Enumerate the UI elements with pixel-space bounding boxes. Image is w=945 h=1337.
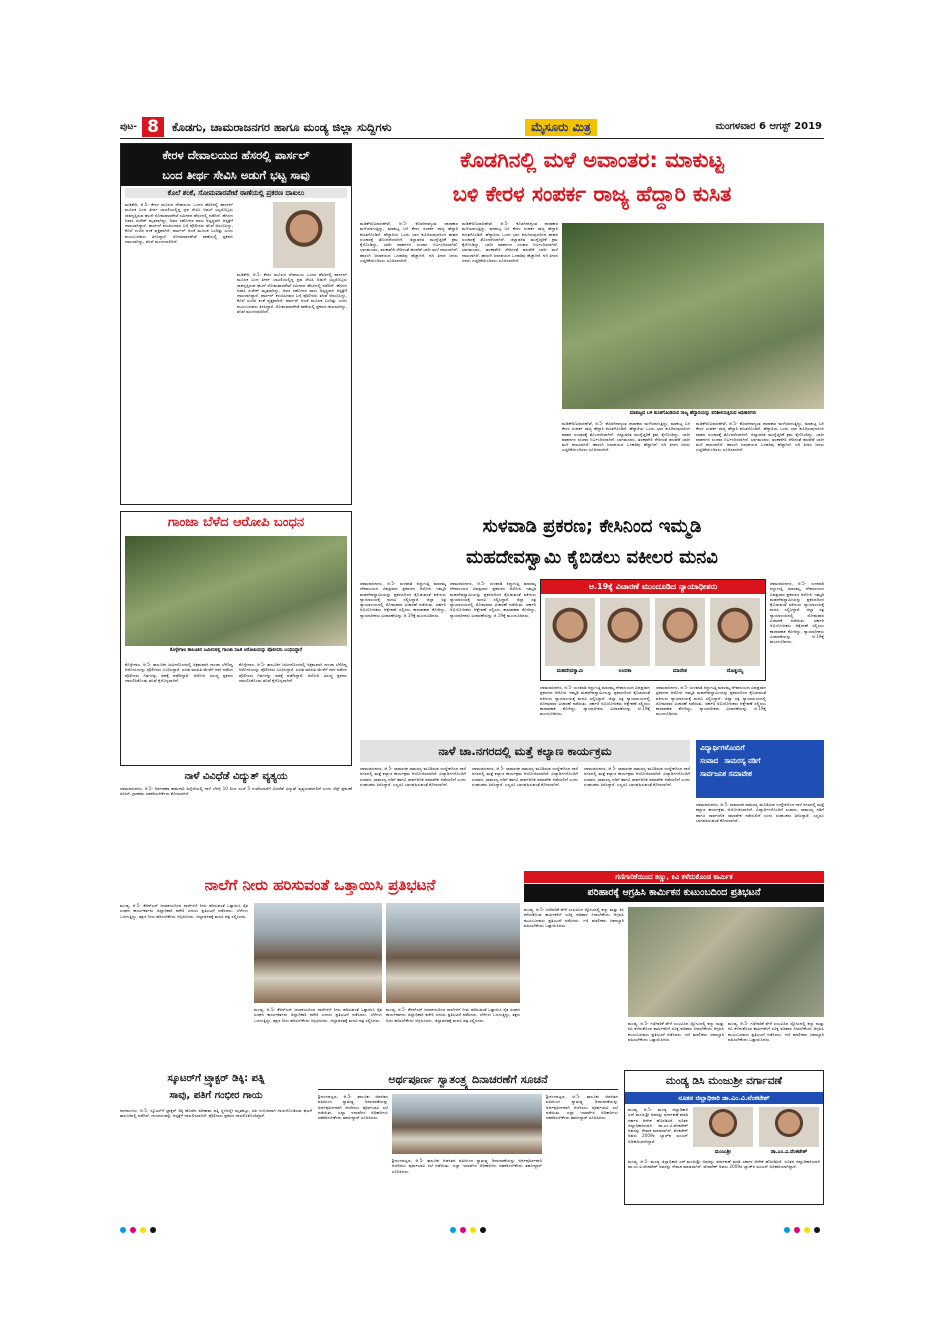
body-col-1: ಚಾಮರಾಜನಗರ, ಆ.5- ಸಾಮಾಜಿಕ ಸಾಮರಸ್ಯ ಮೂಡಿಸುವ ಉದ್ದೇಶದಿಂದ ನಾಳೆ ನಗರದಲ್ಲಿ ಮತ್ತೆ ಕಲ್ಯಾಣ ಕಾರ್ಯಕ್ರಮ ಆಯೋಜಿಸಲಾಗಿದೆ. ವಿದ್ಯಾರ್ಥಿಗಳೊಂದಿಗೆ ಸಂವಾದ, ಸಾಮರಸ್ಯ ನಡಿಗೆ ಹಾಗೂ ಸಾರ್ವಜನಿಕ ಸಮಾವೇಶ ನಡೆಯಲಿದೆ ಎಂದು ಸಂಘಟಕರು ತಿಳಿಸಿದ್ದಾರೆ. ಎಲ್ಲರೂ ಭಾಗವಹಿಸುವಂತೆ ಕೋರಲಾಗಿದೆ. bbox=[360, 766, 466, 787]
body-col-3: ಮಡಿಕೇರಿ/ವಿರಾಜಪೇಟೆ, ಆ.5- ಕೊಡಗಿನಾದ್ಯಂತ ಧಾರಾಕಾರ ಮಳೆಯಾಗುತ್ತಿದ್ದು, ಮಾಕುಟ್ಟ ಬಳಿ ಕೇರಳ ಸಂಪರ್ಕ ರಾಜ್ಯ ಹೆದ್ದಾರಿ ಕುಸಿತಗೊಂಡಿದೆ. ಹೆದ್ದಾರಿಯ ಒಂದು ಭಾಗ ಕುಸಿದಿರುವುದರಿಂದ ವಾಹನ ಸಂಚಾರಕ್ಕೆ ತೊಂದರೆಯಾಗಿದೆ. ಜಿಲ್ಲಾಡಳಿತ ಮುನ್ನೆಚ್ಚರಿಕೆ ಕ್ರಮ ಕೈಗೊಂಡಿದ್ದು, ಭಾರೀ ವಾಹನಗಳ ಸಂಚಾರ ನಿರ್ಬಂಧಿಸಲಾಗಿದೆ. ಭಾಗಮಂಡಲ, ತಲಕಾವೇರಿ ಸೇರಿದಂತೆ ಹಲವೆಡೆ ಭಾರೀ ಮಳೆ ದಾಖಲಾಗಿದೆ. ಹಾರಂಗಿ ಜಲಾಶಯದ ಒಳಹರಿವು ಹೆಚ್ಚಾಗಿದೆ. ನದಿ ತೀರದ ಜನರು ಎಚ್ಚರಿಕೆಯಿಂದಿರಲು ಸೂಚಿಸಲಾಗಿದೆ. bbox=[562, 421, 690, 453]
headline-line-2: ಬಳಿ ಕೇರಳ ಸಂಪರ್ಕ ರಾಜ್ಯ ಹೆದ್ದಾರಿ ಕುಸಿತ bbox=[452, 182, 732, 206]
body: ನಾಗಮಂಗಲ, ಆ.5- ಸ್ಕೂಟರ್‌ಗೆ ಟ್ರ್ಯಾಕ್ಟರ್ ಡಿಕ್ಕಿ ಹೊಡೆದ ಪರಿಣಾಮ ಪತ್ನಿ ಸ್ಥಳದಲ್ಲೇ ಮೃತಪಟ್ಟು, ಪತಿ ಗಂಭೀರವಾಗಿ ಗಾಯಗೊಂಡಿರುವ ಘಟನೆ ತಾಲೂಕಿನಲ್ಲಿ ನಡೆದಿದೆ. ಗಾಯಾಳುವನ್ನು ಆಸ್ಪತ್ರೆಗೆ ದಾಖಲಿಸಲಾಗಿದೆ. ಪೊಲೀಸರು ಪ್ರಕರಣ ದಾಖಲಿಸಿಕೊಂಡಿದ್ದಾರೆ. bbox=[120, 1108, 312, 1119]
badge-item-3: ಸಾಮರಸ್ಯ ನಡಿಗೆ bbox=[724, 757, 761, 765]
kicker: ಗಣಿಗಾರಿಕೆಯಿಂದ ಕಣ್ಣು, ಕಿವಿ ಕಳೆದುಕೊಂಡ ಕಾರ್ಮಿಕ bbox=[524, 871, 824, 883]
registration-mark-center bbox=[450, 1218, 490, 1237]
body-col-3: ಶ್ರೀರಂಗಪಟ್ಟಣ, ಆ.5- ತಾಲೂಕು ಆಡಳಿತದ ವತಿಯಿಂದ ಸ್ವಾತಂತ್ರ್ಯ ದಿನಾಚರಣೆಯನ್ನು ಅರ್ಥಪೂರ್ಣವಾಗಿ ಆಚರಿಸಲು ಪೂರ್ವಭಾವಿ ಸಭೆ ನಡೆಯಿತು. ಎಲ್ಲಾ ಇಲಾಖೆಗಳ ಅಧಿಕಾರಿಗಳು ಸಹಕರಿಸಬೇಕೆಂದು ತಹಸೀಲ್ದಾರ್ ಸೂಚಿಸಿದರು. bbox=[546, 1094, 618, 1121]
meeting-photo bbox=[392, 1094, 542, 1154]
seizure-photo bbox=[125, 536, 347, 646]
photo-label-4: ದೊಡ್ಡಯ್ಯ bbox=[726, 668, 744, 674]
accused-photo-2 bbox=[600, 598, 650, 666]
body-col-4: ಚಾಮರಾಜನಗರ, ಆ.5- ಸಾಮಾಜಿಕ ಸಾಮರಸ್ಯ ಮೂಡಿಸುವ ಉದ್ದೇಶದಿಂದ ನಾಳೆ ನಗರದಲ್ಲಿ ಮತ್ತೆ ಕಲ್ಯಾಣ ಕಾರ್ಯಕ್ರಮ ಆಯೋಜಿಸಲಾಗಿದೆ. ವಿದ್ಯಾರ್ಥಿಗಳೊಂದಿಗೆ ಸಂವಾದ, ಸಾಮರಸ್ಯ ನಡಿಗೆ ಹಾಗೂ ಸಾರ್ವಜನಿಕ ಸಮಾವೇಶ ನಡೆಯಲಿದೆ ಎಂದು ಸಂಘಟಕರು ತಿಳಿಸಿದ್ದಾರೆ. ಎಲ್ಲರೂ ಭಾಗವಹಿಸುವಂತೆ ಕೋರಲಾಗಿದೆ. bbox=[696, 802, 824, 823]
venkatesh-photo bbox=[759, 1107, 819, 1147]
accused-photo-3 bbox=[655, 598, 705, 666]
badge-item-1: ವಿದ್ಯಾರ್ಥಿಗಳೊಂದಿಗೆ bbox=[700, 744, 745, 752]
body-col-5: ಚಾಮರಾಜನಗರ, ಆ.5- ಸುಳವಾಡಿ ಕಿಚ್ಚುಗುತ್ತಿ ಮಾರಮ್ಮ ದೇವಾಲಯದ ವಿಷಪ್ರಸಾದ ಪ್ರಕರಣದ ಆರೋಪಿ ಇಮ್ಮಡಿ ಮಹದೇವಸ್ವಾಮಿಯನ್ನು ಪ್ರಕರಣದಿಂದ ಕೈಬಿಡುವಂತೆ ವಕೀಲರು ನ್ಯಾಯಾಲಯಕ್ಕೆ ಮನವಿ ಸಲ್ಲಿಸಿದ್ದಾರೆ. ಜಿಲ್ಲಾ ಸತ್ರ ನ್ಯಾಯಾಲಯದಲ್ಲಿ ಸೋಮವಾರ ವಿಚಾರಣೆ ನಡೆಯಿತು. ಸರ್ಕಾರಿ ಅಭಿಯೋಜಕರು ಆಕ್ಷೇಪಣೆ ಸಲ್ಲಿಸಲು ಕಾಲಾವಕಾಶ ಕೋರಿದ್ದು, ನ್ಯಾಯಾಧೀಶರು ವಿಚಾರಣೆಯನ್ನು ಆ.19ಕ್ಕೆ ಮುಂದೂಡಿದರು. bbox=[770, 581, 824, 645]
body-col-3: ಮಂಡ್ಯ, ಆ.5- ಗಣಿಗಾರಿಕೆ ವೇಳೆ ಸಂಭವಿಸಿದ ಸ್ಫೋಟದಲ್ಲಿ ಕಣ್ಣು ಮತ್ತು ಕಿವಿ ಕಳೆದುಕೊಂಡ ಕಾರ್ಮಿಕನಿಗೆ ಸೂಕ್ತ ಪರಿಹಾರ ನೀಡಬೇಕೆಂದು ಆಗ್ರಹಿಸಿ ಕುಟುಂಬದವರು ಪ್ರತಿಭಟನೆ ನಡೆಸಿದರು. ಗಣಿ ಮಾಲೀಕರು ಜವಾಬ್ದಾರಿ ವಹಿಸಬೇಕೆಂದು ಒತ್ತಾಯಿಸಿದರು. bbox=[728, 1021, 824, 1042]
photo-caption: ಮಾಕುಟ್ಟದ ಬಳಿ ಕುಸಿತಗೊಂಡಿರುವ ರಾಜ್ಯ ಹೆದ್ದಾರಿಯನ್ನು ಪರಿಶೀಲಿಸುತ್ತಿರುವ ಅಧಿಕಾರಿಗಳು bbox=[629, 411, 757, 416]
body-col-4: ಚಾಮರಾಜನಗರ, ಆ.5- ಸುಳವಾಡಿ ಕಿಚ್ಚುಗುತ್ತಿ ಮಾರಮ್ಮ ದೇವಾಲಯದ ವಿಷಪ್ರಸಾದ ಪ್ರಕರಣದ ಆರೋಪಿ ಇಮ್ಮಡಿ ಮಹದೇವಸ್ವಾಮಿಯನ್ನು ಪ್ರಕರಣದಿಂದ ಕೈಬಿಡುವಂತೆ ವಕೀಲರು ನ್ಯಾಯಾಲಯಕ್ಕೆ ಮನವಿ ಸಲ್ಲಿಸಿದ್ದಾರೆ. ಜಿಲ್ಲಾ ಸತ್ರ ನ್ಯಾಯಾಲಯದಲ್ಲಿ ಸೋಮವಾರ ವಿಚಾರಣೆ ನಡೆಯಿತು. ಸರ್ಕಾರಿ ಅಭಿಯೋಜಕರು ಆಕ್ಷೇಪಣೆ ಸಲ್ಲಿಸಲು ಕಾಲಾವಕಾಶ ಕೋರಿದ್ದು, ನ್ಯಾಯಾಧೀಶರು ವಿಚಾರಣೆಯನ್ನು ಆ.19ಕ್ಕೆ ಮುಂದೂಡಿದರು. bbox=[656, 685, 766, 717]
protest-photo-2 bbox=[386, 903, 520, 1003]
body-col-3: ಚಾಮರಾಜನಗರ, ಆ.5- ಸಾಮಾಜಿಕ ಸಾಮರಸ್ಯ ಮೂಡಿಸುವ ಉದ್ದೇಶದಿಂದ ನಾಳೆ ನಗರದಲ್ಲಿ ಮತ್ತೆ ಕಲ್ಯಾಣ ಕಾರ್ಯಕ್ರಮ ಆಯೋಜಿಸಲಾಗಿದೆ. ವಿದ್ಯಾರ್ಥಿಗಳೊಂದಿಗೆ ಸಂವಾದ, ಸಾಮರಸ್ಯ ನಡಿಗೆ ಹಾಗೂ ಸಾರ್ವಜನಿಕ ಸಮಾವೇಶ ನಡೆಯಲಿದೆ ಎಂದು ಸಂಘಟಕರು ತಿಳಿಸಿದ್ದಾರೆ. ಎಲ್ಲರೂ ಭಾಗವಹಿಸುವಂತೆ ಕೋರಲಾಗಿದೆ. bbox=[584, 766, 690, 787]
body-col-1: ಚಾಮರಾಜನಗರ, ಆ.5- ಸುಳವಾಡಿ ಕಿಚ್ಚುಗುತ್ತಿ ಮಾರಮ್ಮ ದೇವಾಲಯದ ವಿಷಪ್ರಸಾದ ಪ್ರಕರಣದ ಆರೋಪಿ ಇಮ್ಮಡಿ ಮಹದೇವಸ್ವಾಮಿಯನ್ನು ಪ್ರಕರಣದಿಂದ ಕೈಬಿಡುವಂತೆ ವಕೀಲರು ನ್ಯಾಯಾಲಯಕ್ಕೆ ಮನವಿ ಸಲ್ಲಿಸಿದ್ದಾರೆ. ಜಿಲ್ಲಾ ಸತ್ರ ನ್ಯಾಯಾಲಯದಲ್ಲಿ ಸೋಮವಾರ ವಿಚಾರಣೆ ನಡೆಯಿತು. ಸರ್ಕಾರಿ ಅಭಿಯೋಜಕರು ಆಕ್ಷೇಪಣೆ ಸಲ್ಲಿಸಲು ಕಾಲಾವಕಾಶ ಕೋರಿದ್ದು, ನ್ಯಾಯಾಧೀಶರು ವಿಚಾರಣೆಯನ್ನು ಆ.19ಕ್ಕೆ ಮುಂದೂಡಿದರು. bbox=[360, 581, 446, 618]
body-col-1: ಮಡಿಕೇರಿ, ಆ.5- ಕೇರಳ ಮೂಲದ ದೇವಾಲಯ ಒಂದರ ಹೆಸರಿನಲ್ಲಿ ಪಾರ್ಸಲ್ ಮೂಲಕ ಬಂದ ತೀರ್ಥ ಬಾಟಲಿಯಲ್ಲಿದ್ದ ದ್ರವ ಸೇವಿಸಿ ಅಡುಗೆ ಭಟ್ಟರೊಬ್ಬರು ಸಾವನ್ನಪ್ಪಿರುವ ಘಟನೆ ಸೋಮವಾರಪೇಟೆ ಸಮೀಪದ ಹೆಗ್ಗಳದಲ್ಲಿ ನಡೆದಿದೆ. ಹೆಗ್ಗಳದ ನಿವಾಸಿ ಸುರೇಶ್ ಮೃತರಾಗಿದ್ದು, ಅವರ ಸಹೋದರ ವಾಸು ಅಸ್ವಸ್ಥರಾಗಿ ಆಸ್ಪತ್ರೆಗೆ ದಾಖಲಾಗಿದ್ದಾರೆ. ಪಾರ್ಸಲ್ ಕಳುಹಿಸಿದವರ ಬಗ್ಗೆ ಪೊಲೀಸರು ತನಿಖೆ ಆರಂಭಿಸಿದ್ದು, ಕೊಲೆ ಸಂಚಿನ ಶಂಕೆ ವ್ಯಕ್ತವಾಗಿದೆ. ಪಾರ್ಸಲ್ ಅಂಚೆ ಮೂಲಕ ಬಂದಿತ್ತು ಎಂದು ಕುಟುಂಬದವರು ತಿಳಿಸಿದ್ದಾರೆ. ಸೋಮವಾರಪೇಟೆ ಠಾಣೆಯಲ್ಲಿ ಪ್ರಕರಣ ದಾಖಲಾಗಿದ್ದು, ತನಿಖೆ ಮುಂದುವರಿದಿದೆ. bbox=[125, 202, 233, 245]
headline: ಗಾಂಜಾ ಬೆಳೆದ ಆರೋಪಿ ಬಂಧನ bbox=[167, 515, 305, 530]
story-kalyana bbox=[360, 740, 824, 865]
body-col-3: ಚಾಮರಾಜನಗರ, ಆ.5- ಸುಳವಾಡಿ ಕಿಚ್ಚುಗುತ್ತಿ ಮಾರಮ್ಮ ದೇವಾಲಯದ ವಿಷಪ್ರಸಾದ ಪ್ರಕರಣದ ಆರೋಪಿ ಇಮ್ಮಡಿ ಮಹದೇವಸ್ವಾಮಿಯನ್ನು ಪ್ರಕರಣದಿಂದ ಕೈಬಿಡುವಂತೆ ವಕೀಲರು ನ್ಯಾಯಾಲಯಕ್ಕೆ ಮನವಿ ಸಲ್ಲಿಸಿದ್ದಾರೆ. ಜಿಲ್ಲಾ ಸತ್ರ ನ್ಯಾಯಾಲಯದಲ್ಲಿ ಸೋಮವಾರ ವಿಚಾರಣೆ ನಡೆಯಿತು. ಸರ್ಕಾರಿ ಅಭಿಯೋಜಕರು ಆಕ್ಷೇಪಣೆ ಸಲ್ಲಿಸಲು ಕಾಲಾವಕಾಶ ಕೋರಿದ್ದು, ನ್ಯಾಯಾಧೀಶರು ವಿಚಾರಣೆಯನ್ನು ಆ.19ಕ್ಕೆ ಮುಂದೂಡಿದರು. bbox=[540, 685, 650, 717]
program-badge bbox=[696, 740, 824, 798]
story-worker bbox=[524, 871, 824, 1066]
accused-photos-inset bbox=[540, 579, 766, 681]
headline-line-1: ಸುಳವಾಡಿ ಪ್ರಕರಣ; ಕೇಸಿನಿಂದ ಇಮ್ಮಡಿ bbox=[482, 516, 702, 537]
body-col-1: ಕೊಳ್ಳೇಗಾಲ, ಆ.5- ತಾಲೂಕಿನ ಜಮೀನೊಂದರಲ್ಲಿ ಅಕ್ರಮವಾಗಿ ಗಾಂಜಾ ಬೆಳೆದಿದ್ದ ಆರೋಪಿಯನ್ನು ಪೊಲೀಸರು ಬಂಧಿಸಿದ್ದಾರೆ. ಖಚಿತ ಮಾಹಿತಿ ಮೇರೆಗೆ ದಾಳಿ ನಡೆಸಿದ ಪೊಲೀಸರು ಗಿಡಗಳನ್ನು ವಶಕ್ಕೆ ಪಡೆದಿದ್ದಾರೆ. ಆರೋಪಿ ವಿರುದ್ಧ ಪ್ರಕರಣ ದಾಖಲಿಸಿಕೊಂಡು ತನಿಖೆ ಕೈಗೊಳ್ಳಲಾಗಿದೆ. bbox=[125, 662, 233, 683]
victim-photo bbox=[273, 202, 335, 268]
photo-label-1: ಮಹದೇವಸ್ವಾಮಿ bbox=[556, 668, 584, 674]
headline-line-1: ಕೊಡಗಿನಲ್ಲಿ ಮಳೆ ಅವಾಂತರ: ಮಾಕುಟ್ಟ bbox=[460, 148, 724, 172]
manjushree-photo bbox=[693, 1107, 753, 1147]
body-col-1: ಮಂಡ್ಯ, ಆ.5- ಮಂಡ್ಯ ಜಿಲ್ಲಾಧಿಕಾರಿ ಎನ್.ಮಂಜುಶ್ರೀ ಅವರನ್ನು ವರ್ಗಾವಣೆ ಮಾಡಿ ಸರ್ಕಾರ ಆದೇಶ ಹೊರಡಿಸಿದೆ. ನೂತನ ಜಿಲ್ಲಾಧಿಕಾರಿಯಾಗಿ ಡಾ.ಎಂ.ವಿ.ವೆಂಕಟೇಶ್ ಅವರನ್ನು ನೇಮಕ ಮಾಡಲಾಗಿದೆ. ವೆಂಕಟೇಶ್ ಅವರು 2009ರ ಬ್ಯಾಚ್‌ನ ಐಎಎಸ್ ಅಧಿಕಾರಿಯಾಗಿದ್ದಾರೆ. bbox=[628, 1107, 688, 1144]
story-rain bbox=[360, 143, 824, 505]
headline: ನಾಳೆ ಚಾ.ನಗರದಲ್ಲಿ ಮತ್ತೆ ಕಲ್ಯಾಣ ಕಾರ್ಯಕ್ರಮ bbox=[360, 740, 690, 762]
story-independence bbox=[318, 1070, 618, 1205]
headline-line-2: ಮಹದೇವಸ್ವಾಮಿ ಕೈಬಿಡಲು ವಕೀಲರ ಮನವಿ bbox=[466, 547, 718, 568]
headline: ನಾಳೆ ವಿವಿಧೆಡೆ ವಿದ್ಯುತ್ ವ್ಯತ್ಯಯ bbox=[184, 771, 288, 782]
registration-mark-right bbox=[784, 1218, 824, 1237]
story-tractor bbox=[120, 1070, 312, 1205]
body-col-3: ಮಂಡ್ಯ, ಆ.5- ಕೆಆರ್‌ಎಸ್ ಜಲಾಶಯದಿಂದ ನಾಲೆಗಳಿಗೆ ನೀರು ಹರಿಸುವಂತೆ ಒತ್ತಾಯಿಸಿ ರೈತ ಸಂಘದ ಕಾರ್ಯಕರ್ತರು ಜಿಲ್ಲಾಧಿಕಾರಿ ಕಚೇರಿ ಎದುರು ಪ್ರತಿಭಟನೆ ನಡೆಸಿದರು. ಬೆಳೆಗಳು ಒಣಗುತ್ತಿದ್ದು, ತಕ್ಷಣ ನೀರು ಹರಿಸಬೇಕೆಂದು ಆಗ್ರಹಿಸಿದರು. ಜಿಲ್ಲಾಡಳಿತಕ್ಕೆ ಮನವಿ ಪತ್ರ ಸಲ್ಲಿಸಿದರು. bbox=[386, 1007, 520, 1023]
accused-photo-4 bbox=[710, 598, 760, 666]
body-col-2: ಮಡಿಕೇರಿ/ವಿರಾಜಪೇಟೆ, ಆ.5- ಕೊಡಗಿನಾದ್ಯಂತ ಧಾರಾಕಾರ ಮಳೆಯಾಗುತ್ತಿದ್ದು, ಮಾಕುಟ್ಟ ಬಳಿ ಕೇರಳ ಸಂಪರ್ಕ ರಾಜ್ಯ ಹೆದ್ದಾರಿ ಕುಸಿತಗೊಂಡಿದೆ. ಹೆದ್ದಾರಿಯ ಒಂದು ಭಾಗ ಕುಸಿದಿರುವುದರಿಂದ ವಾಹನ ಸಂಚಾರಕ್ಕೆ ತೊಂದರೆಯಾಗಿದೆ. ಜಿಲ್ಲಾಡಳಿತ ಮುನ್ನೆಚ್ಚರಿಕೆ ಕ್ರಮ ಕೈಗೊಂಡಿದ್ದು, ಭಾರೀ ವಾಹನಗಳ ಸಂಚಾರ ನಿರ್ಬಂಧಿಸಲಾಗಿದೆ. ಭಾಗಮಂಡಲ, ತಲಕಾವೇರಿ ಸೇರಿದಂತೆ ಹಲವೆಡೆ ಭಾರೀ ಮಳೆ ದಾಖಲಾಗಿದೆ. ಹಾರಂಗಿ ಜಲಾಶಯದ ಒಳಹರಿವು ಹೆಚ್ಚಾಗಿದೆ. ನದಿ ತೀರದ ಜನರು ಎಚ್ಚರಿಕೆಯಿಂದಿರಲು ಸೂಚಿಸಲಾಗಿದೆ. bbox=[462, 221, 558, 264]
headline-line-2: ಬಂದ ತೀರ್ಥ ಸೇವಿಸಿ ಅಡುಗೆ ಭಟ್ಟ ಸಾವು bbox=[162, 168, 310, 182]
headline bbox=[360, 511, 824, 575]
story-kerala bbox=[120, 143, 352, 505]
body-col-1: ಮಂಡ್ಯ, ಆ.5- ಗಣಿಗಾರಿಕೆ ವೇಳೆ ಸಂಭವಿಸಿದ ಸ್ಫೋಟದಲ್ಲಿ ಕಣ್ಣು ಮತ್ತು ಕಿವಿ ಕಳೆದುಕೊಂಡ ಕಾರ್ಮಿಕನಿಗೆ ಸೂಕ್ತ ಪರಿಹಾರ ನೀಡಬೇಕೆಂದು ಆಗ್ರಹಿಸಿ ಕುಟುಂಬದವರು ಪ್ರತಿಭಟನೆ ನಡೆಸಿದರು. ಗಣಿ ಮಾಲೀಕರು ಜವಾಬ್ದಾರಿ ವಹಿಸಬೇಕೆಂದು ಒತ್ತಾಯಿಸಿದರು. bbox=[524, 907, 624, 928]
body-col-1: ಮಡಿಕೇರಿ/ವಿರಾಜಪೇಟೆ, ಆ.5- ಕೊಡಗಿನಾದ್ಯಂತ ಧಾರಾಕಾರ ಮಳೆಯಾಗುತ್ತಿದ್ದು, ಮಾಕುಟ್ಟ ಬಳಿ ಕೇರಳ ಸಂಪರ್ಕ ರಾಜ್ಯ ಹೆದ್ದಾರಿ ಕುಸಿತಗೊಂಡಿದೆ. ಹೆದ್ದಾರಿಯ ಒಂದು ಭಾಗ ಕುಸಿದಿರುವುದರಿಂದ ವಾಹನ ಸಂಚಾರಕ್ಕೆ ತೊಂದರೆಯಾಗಿದೆ. ಜಿಲ್ಲಾಡಳಿತ ಮುನ್ನೆಚ್ಚರಿಕೆ ಕ್ರಮ ಕೈಗೊಂಡಿದ್ದು, ಭಾರೀ ವಾಹನಗಳ ಸಂಚಾರ ನಿರ್ಬಂಧಿಸಲಾಗಿದೆ. ಭಾಗಮಂಡಲ, ತಲಕಾವೇರಿ ಸೇರಿದಂತೆ ಹಲವೆಡೆ ಭಾರೀ ಮಳೆ ದಾಖಲಾಗಿದೆ. ಹಾರಂಗಿ ಜಲಾಶಯದ ಒಳಹರಿವು ಹೆಚ್ಚಾಗಿದೆ. ನದಿ ತೀರದ ಜನರು ಎಚ್ಚರಿಕೆಯಿಂದಿರಲು ಸೂಚಿಸಲಾಗಿದೆ. bbox=[360, 221, 458, 264]
subhead: ಕೊಲೆ ಶಂಕೆ, ಸೋಮವಾರಪೇಟೆ ಠಾಣೆಯಲ್ಲಿ ಪ್ರಕರಣ ದಾಖಲು bbox=[125, 188, 347, 198]
headline-line-1: ಕೇರಳ ದೇವಾಲಯದ ಹೆಸರಲ್ಲಿ ಪಾರ್ಸಲ್ bbox=[162, 148, 310, 162]
body-col-2: ಮಂಡ್ಯ, ಆ.5- ಕೆಆರ್‌ಎಸ್ ಜಲಾಶಯದಿಂದ ನಾಲೆಗಳಿಗೆ ನೀರು ಹರಿಸುವಂತೆ ಒತ್ತಾಯಿಸಿ ರೈತ ಸಂಘದ ಕಾರ್ಯಕರ್ತರು ಜಿಲ್ಲಾಧಿಕಾರಿ ಕಚೇರಿ ಎದುರು ಪ್ರತಿಭಟನೆ ನಡೆಸಿದರು. ಬೆಳೆಗಳು ಒಣಗುತ್ತಿದ್ದು, ತಕ್ಷಣ ನೀರು ಹರಿಸಬೇಕೆಂದು ಆಗ್ರಹಿಸಿದರು. ಜಿಲ್ಲಾಡಳಿತಕ್ಕೆ ಮನವಿ ಪತ್ರ ಸಲ್ಲಿಸಿದರು. bbox=[254, 1007, 382, 1023]
landslide-photo bbox=[562, 223, 824, 409]
story-sulwadi bbox=[360, 511, 824, 736]
badge-item-2: ಸಂವಾದ bbox=[700, 757, 719, 765]
body: ಚಾಮರಾಜನಗರ, ಆ.5- ನಿರ್ವಹಣಾ ಕಾಮಗಾರಿ ಹಿನ್ನೆಲೆಯಲ್ಲಿ ನಾಳೆ ಬೆಳಿಗ್ಗೆ 10 ರಿಂದ ಸಂಜೆ 5 ಗಂಟೆಯವರೆಗೆ ವಿವಿಧೆಡೆ ವಿದ್ಯುತ್ ವ್ಯತ್ಯಯವಾಗಲಿದೆ ಎಂದು ಸೆಸ್ಕ್ ಪ್ರಕಟಣೆ ತಿಳಿಸಿದೆ. ಗ್ರಾಹಕರು ಸಹಕರಿಸಬೇಕೆಂದು ಕೋರಲಾಗಿದೆ. bbox=[120, 786, 352, 797]
body-col-1: ಮಂಡ್ಯ, ಆ.5- ಕೆಆರ್‌ಎಸ್ ಜಲಾಶಯದಿಂದ ನಾಲೆಗಳಿಗೆ ನೀರು ಹರಿಸುವಂತೆ ಒತ್ತಾಯಿಸಿ ರೈತ ಸಂಘದ ಕಾರ್ಯಕರ್ತರು ಜಿಲ್ಲಾಧಿಕಾರಿ ಕಚೇರಿ ಎದುರು ಪ್ರತಿಭಟನೆ ನಡೆಸಿದರು. ಬೆಳೆಗಳು ಒಣಗುತ್ತಿದ್ದು, ತಕ್ಷಣ ನೀರು ಹರಿಸಬೇಕೆಂದು ಆಗ್ರಹಿಸಿದರು. ಜಿಲ್ಲಾಡಳಿತಕ್ಕೆ ಮನವಿ ಪತ್ರ ಸಲ್ಲಿಸಿದರು. bbox=[120, 903, 248, 919]
body-col-2: ಚಾಮರಾಜನಗರ, ಆ.5- ಸುಳವಾಡಿ ಕಿಚ್ಚುಗುತ್ತಿ ಮಾರಮ್ಮ ದೇವಾಲಯದ ವಿಷಪ್ರಸಾದ ಪ್ರಕರಣದ ಆರೋಪಿ ಇಮ್ಮಡಿ ಮಹದೇವಸ್ವಾಮಿಯನ್ನು ಪ್ರಕರಣದಿಂದ ಕೈಬಿಡುವಂತೆ ವಕೀಲರು ನ್ಯಾಯಾಲಯಕ್ಕೆ ಮನವಿ ಸಲ್ಲಿಸಿದ್ದಾರೆ. ಜಿಲ್ಲಾ ಸತ್ರ ನ್ಯಾಯಾಲಯದಲ್ಲಿ ಸೋಮವಾರ ವಿಚಾರಣೆ ನಡೆಯಿತು. ಸರ್ಕಾರಿ ಅಭಿಯೋಜಕರು ಆಕ್ಷೇಪಣೆ ಸಲ್ಲಿಸಲು ಕಾಲಾವಕಾಶ ಕೋರಿದ್ದು, ನ್ಯಾಯಾಧೀಶರು ವಿಚಾರಣೆಯನ್ನು ಆ.19ಕ್ಕೆ ಮುಂದೂಡಿದರು. bbox=[450, 581, 536, 618]
story-ganja bbox=[120, 511, 352, 766]
story-water bbox=[120, 871, 520, 1066]
paper-name: ಮೈಸೂರು ಮಿತ್ರ bbox=[525, 119, 597, 136]
body-col-2: ಮಂಡ್ಯ, ಆ.5- ಮಂಡ್ಯ ಜಿಲ್ಲಾಧಿಕಾರಿ ಎನ್.ಮಂಜುಶ್ರೀ ಅವರನ್ನು ವರ್ಗಾವಣೆ ಮಾಡಿ ಸರ್ಕಾರ ಆದೇಶ ಹೊರಡಿಸಿದೆ. ನೂತನ ಜಿಲ್ಲಾಧಿಕಾರಿಯಾಗಿ ಡಾ.ಎಂ.ವಿ.ವೆಂಕಟೇಶ್ ಅವರನ್ನು ನೇಮಕ ಮಾಡಲಾಗಿದೆ. ವೆಂಕಟೇಶ್ ಅವರು 2009ರ ಬ್ಯಾಚ್‌ನ ಐಎಎಸ್ ಅಧಿಕಾರಿಯಾಗಿದ್ದಾರೆ. bbox=[628, 1159, 820, 1170]
headline bbox=[120, 1070, 312, 1104]
story-dc bbox=[624, 1070, 824, 1205]
subhead: ನೂತನ ಜಿಲ್ಲಾಧಿಕಾರಿ ಡಾ.ಎಂ.ವಿ.ವೆಂಕಟೇಶ್ bbox=[625, 1092, 823, 1104]
section-title: ಕೊಡಗು, ಚಾಮರಾಜನಗರ ಹಾಗೂ ಮಂಡ್ಯ ಜಿಲ್ಲಾ ಸುದ್ದಿಗಳು bbox=[172, 120, 392, 134]
headline-line-2: ಸಾವು, ಪತಿಗೆ ಗಂಭೀರ ಗಾಯ bbox=[169, 1090, 263, 1101]
inset-title: ಆ.19ಕ್ಕೆ ವಿಚಾರಣೆ ಮುಂದೂಡಿದ ನ್ಯಾಯಾಧೀಶರು bbox=[541, 580, 765, 594]
photo-label-2: ಅಂಬಿಕಾ bbox=[618, 668, 632, 674]
page-label: ಪುಟ- bbox=[120, 122, 137, 132]
worker-photo bbox=[628, 907, 824, 1017]
page-header bbox=[120, 117, 824, 139]
body-col-2: ಮಡಿಕೇರಿ, ಆ.5- ಕೇರಳ ಮೂಲದ ದೇವಾಲಯ ಒಂದರ ಹೆಸರಿನಲ್ಲಿ ಪಾರ್ಸಲ್ ಮೂಲಕ ಬಂದ ತೀರ್ಥ ಬಾಟಲಿಯಲ್ಲಿದ್ದ ದ್ರವ ಸೇವಿಸಿ ಅಡುಗೆ ಭಟ್ಟರೊಬ್ಬರು ಸಾವನ್ನಪ್ಪಿರುವ ಘಟನೆ ಸೋಮವಾರಪೇಟೆ ಸಮೀಪದ ಹೆಗ್ಗಳದಲ್ಲಿ ನಡೆದಿದೆ. ಹೆಗ್ಗಳದ ನಿವಾಸಿ ಸುರೇಶ್ ಮೃತರಾಗಿದ್ದು, ಅವರ ಸಹೋದರ ವಾಸು ಅಸ್ವಸ್ಥರಾಗಿ ಆಸ್ಪತ್ರೆಗೆ ದಾಖಲಾಗಿದ್ದಾರೆ. ಪಾರ್ಸಲ್ ಕಳುಹಿಸಿದವರ ಬಗ್ಗೆ ಪೊಲೀಸರು ತನಿಖೆ ಆರಂಭಿಸಿದ್ದು, ಕೊಲೆ ಸಂಚಿನ ಶಂಕೆ ವ್ಯಕ್ತವಾಗಿದೆ. ಪಾರ್ಸಲ್ ಅಂಚೆ ಮೂಲಕ ಬಂದಿತ್ತು ಎಂದು ಕುಟುಂಬದವರು ತಿಳಿಸಿದ್ದಾರೆ. ಸೋಮವಾರಪೇಟೆ ಠಾಣೆಯಲ್ಲಿ ಪ್ರಕರಣ ದಾಖಲಾಗಿದ್ದು, ತನಿಖೆ ಮುಂದುವರಿದಿದೆ. bbox=[237, 272, 347, 315]
photo-label-3: ಮಾದೇಶ bbox=[672, 668, 688, 674]
accused-photo-1 bbox=[545, 598, 595, 666]
issue-date: ಮಂಗಳವಾರ 6 ಆಗಸ್ಟ್ 2019 bbox=[715, 121, 822, 132]
registration-mark-left bbox=[120, 1218, 160, 1237]
body-col-1: ಶ್ರೀರಂಗಪಟ್ಟಣ, ಆ.5- ತಾಲೂಕು ಆಡಳಿತದ ವತಿಯಿಂದ ಸ್ವಾತಂತ್ರ್ಯ ದಿನಾಚರಣೆಯನ್ನು ಅರ್ಥಪೂರ್ಣವಾಗಿ ಆಚರಿಸಲು ಪೂರ್ವಭಾವಿ ಸಭೆ ನಡೆಯಿತು. ಎಲ್ಲಾ ಇಲಾಖೆಗಳ ಅಧಿಕಾರಿಗಳು ಸಹಕರಿಸಬೇಕೆಂದು ತಹಸೀಲ್ದಾರ್ ಸೂಚಿಸಿದರು. bbox=[318, 1094, 388, 1121]
headline: ಅರ್ಥಪೂರ್ಣ ಸ್ವಾತಂತ್ರ್ಯ ದಿನಾಚರಣೆಗೆ ಸೂಚನೆ bbox=[318, 1070, 618, 1090]
page-number: 8 bbox=[142, 117, 164, 137]
headline: ನಾಲೆಗೆ ನೀರು ಹರಿಸುವಂತೆ ಒತ್ತಾಯಿಸಿ ಪ್ರತಿಭಟನೆ bbox=[204, 876, 436, 894]
body-col-4: ಮಡಿಕೇರಿ/ವಿರಾಜಪೇಟೆ, ಆ.5- ಕೊಡಗಿನಾದ್ಯಂತ ಧಾರಾಕಾರ ಮಳೆಯಾಗುತ್ತಿದ್ದು, ಮಾಕುಟ್ಟ ಬಳಿ ಕೇರಳ ಸಂಪರ್ಕ ರಾಜ್ಯ ಹೆದ್ದಾರಿ ಕುಸಿತಗೊಂಡಿದೆ. ಹೆದ್ದಾರಿಯ ಒಂದು ಭಾಗ ಕುಸಿದಿರುವುದರಿಂದ ವಾಹನ ಸಂಚಾರಕ್ಕೆ ತೊಂದರೆಯಾಗಿದೆ. ಜಿಲ್ಲಾಡಳಿತ ಮುನ್ನೆಚ್ಚರಿಕೆ ಕ್ರಮ ಕೈಗೊಂಡಿದ್ದು, ಭಾರೀ ವಾಹನಗಳ ಸಂಚಾರ ನಿರ್ಬಂಧಿಸಲಾಗಿದೆ. ಭಾಗಮಂಡಲ, ತಲಕಾವೇರಿ ಸೇರಿದಂತೆ ಹಲವೆಡೆ ಭಾರೀ ಮಳೆ ದಾಖಲಾಗಿದೆ. ಹಾರಂಗಿ ಜಲಾಶಯದ ಒಳಹರಿವು ಹೆಚ್ಚಾಗಿದೆ. ನದಿ ತೀರದ ಜನರು ಎಚ್ಚರಿಕೆಯಿಂದಿರಲು ಸೂಚಿಸಲಾಗಿದೆ. bbox=[696, 421, 824, 453]
headline: ಪರಿಹಾರಕ್ಕೆ ಆಗ್ರಹಿಸಿ ಕಾರ್ಮಿಕನ ಕುಟುಂಬದಿಂದ ಪ್ರತಿಭಟನೆ bbox=[524, 884, 824, 902]
photo-label-1: ಮಂಜುಶ್ರೀ bbox=[714, 1149, 732, 1155]
headline bbox=[360, 143, 824, 215]
protest-photo-1 bbox=[254, 903, 382, 1003]
body-col-2: ಮಂಡ್ಯ, ಆ.5- ಗಣಿಗಾರಿಕೆ ವೇಳೆ ಸಂಭವಿಸಿದ ಸ್ಫೋಟದಲ್ಲಿ ಕಣ್ಣು ಮತ್ತು ಕಿವಿ ಕಳೆದುಕೊಂಡ ಕಾರ್ಮಿಕನಿಗೆ ಸೂಕ್ತ ಪರಿಹಾರ ನೀಡಬೇಕೆಂದು ಆಗ್ರಹಿಸಿ ಕುಟುಂಬದವರು ಪ್ರತಿಭಟನೆ ನಡೆಸಿದರು. ಗಣಿ ಮಾಲೀಕರು ಜವಾಬ್ದಾರಿ ವಹಿಸಬೇಕೆಂದು ಒತ್ತಾಯಿಸಿದರು. bbox=[628, 1021, 724, 1042]
photo-label-2: ಡಾ.ಎಂ.ವಿ.ವೆಂಕಟೇಶ್ bbox=[770, 1149, 808, 1155]
headline: ಮಂಡ್ಯ ಡಿಸಿ ಮಂಜುಶ್ರೀ ವರ್ಗಾವಣೆ bbox=[665, 1075, 783, 1087]
photo-caption: ಕೊಳ್ಳೇಗಾಲ ತಾಲೂಕಿನ ಜಮೀನಿನಲ್ಲಿ ಗಾಂಜಾ ಸಹಿತ ಆರೋಪಿಯನ್ನು ಪೊಲೀಸರು ಬಂಧಿಸಿದ್ದಾರೆ bbox=[169, 648, 303, 653]
badge-item-4: ಸಾರ್ವಜನಿಕ ಸಮಾವೇಶ bbox=[700, 770, 752, 778]
body-col-2: ಕೊಳ್ಳೇಗಾಲ, ಆ.5- ತಾಲೂಕಿನ ಜಮೀನೊಂದರಲ್ಲಿ ಅಕ್ರಮವಾಗಿ ಗಾಂಜಾ ಬೆಳೆದಿದ್ದ ಆರೋಪಿಯನ್ನು ಪೊಲೀಸರು ಬಂಧಿಸಿದ್ದಾರೆ. ಖಚಿತ ಮಾಹಿತಿ ಮೇರೆಗೆ ದಾಳಿ ನಡೆಸಿದ ಪೊಲೀಸರು ಗಿಡಗಳನ್ನು ವಶಕ್ಕೆ ಪಡೆದಿದ್ದಾರೆ. ಆರೋಪಿ ವಿರುದ್ಧ ಪ್ರಕರಣ ದಾಖಲಿಸಿಕೊಂಡು ತನಿಖೆ ಕೈಗೊಳ್ಳಲಾಗಿದೆ. bbox=[239, 662, 347, 683]
headline bbox=[121, 144, 351, 186]
story-power bbox=[120, 770, 352, 860]
registration-marks-bottom bbox=[120, 1218, 824, 1226]
body-col-2: ಚಾಮರಾಜನಗರ, ಆ.5- ಸಾಮಾಜಿಕ ಸಾಮರಸ್ಯ ಮೂಡಿಸುವ ಉದ್ದೇಶದಿಂದ ನಾಳೆ ನಗರದಲ್ಲಿ ಮತ್ತೆ ಕಲ್ಯಾಣ ಕಾರ್ಯಕ್ರಮ ಆಯೋಜಿಸಲಾಗಿದೆ. ವಿದ್ಯಾರ್ಥಿಗಳೊಂದಿಗೆ ಸಂವಾದ, ಸಾಮರಸ್ಯ ನಡಿಗೆ ಹಾಗೂ ಸಾರ್ವಜನಿಕ ಸಮಾವೇಶ ನಡೆಯಲಿದೆ ಎಂದು ಸಂಘಟಕರು ತಿಳಿಸಿದ್ದಾರೆ. ಎಲ್ಲರೂ ಭಾಗವಹಿಸುವಂತೆ ಕೋರಲಾಗಿದೆ. bbox=[472, 766, 578, 787]
headline-line-1: ಸ್ಕೂಟರ್‌ಗೆ ಟ್ರ್ಯಾಕ್ಟರ್ ಡಿಕ್ಕಿ: ಪತ್ನಿ bbox=[167, 1073, 265, 1084]
body-col-2: ಶ್ರೀರಂಗಪಟ್ಟಣ, ಆ.5- ತಾಲೂಕು ಆಡಳಿತದ ವತಿಯಿಂದ ಸ್ವಾತಂತ್ರ್ಯ ದಿನಾಚರಣೆಯನ್ನು ಅರ್ಥಪೂರ್ಣವಾಗಿ ಆಚರಿಸಲು ಪೂರ್ವಭಾವಿ ಸಭೆ ನಡೆಯಿತು. ಎಲ್ಲಾ ಇಲಾಖೆಗಳ ಅಧಿಕಾರಿಗಳು ಸಹಕರಿಸಬೇಕೆಂದು ತಹಸೀಲ್ದಾರ್ ಸೂಚಿಸಿದರು. bbox=[392, 1158, 542, 1174]
